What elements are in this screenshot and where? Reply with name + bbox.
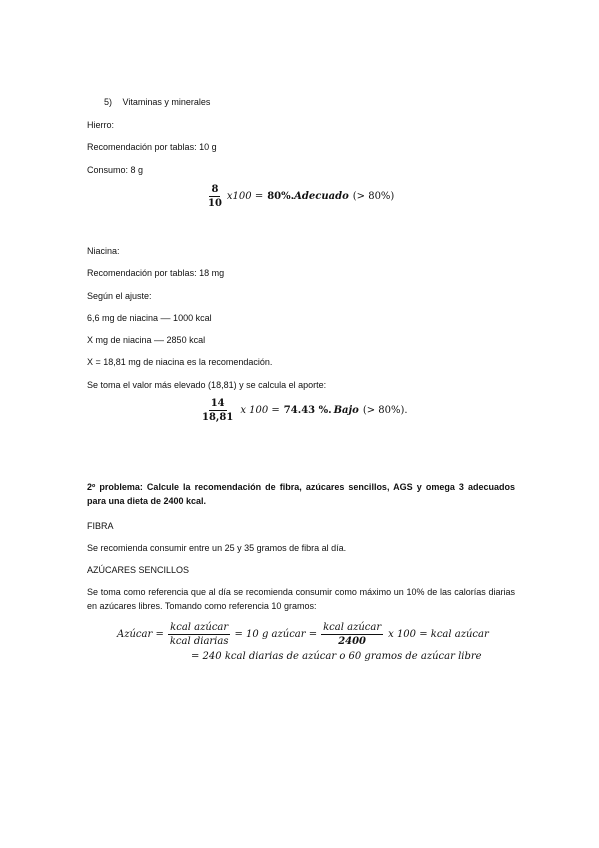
- section-title: Vitaminas y minerales: [122, 97, 211, 107]
- fraction-numerator: kcal azúcar: [323, 622, 382, 633]
- equation-result: 80%.: [267, 191, 295, 202]
- niacina-regla-2: X mg de niacina –– 2850 kcal: [87, 335, 206, 345]
- fraction-denominator: kcal diarias: [169, 636, 229, 647]
- fraction-denominator: 18,81: [202, 412, 234, 423]
- niacina-fraction: [200, 398, 235, 423]
- azucar-fraction-1: [168, 622, 231, 647]
- niacina-resultado: X = 18,81 mg de niacina es la recomendación.: [87, 357, 273, 367]
- fraction-numerator: 8: [211, 184, 219, 195]
- equation-multiplier: x 100 =: [240, 405, 280, 416]
- section-number: 5): [104, 97, 113, 107]
- niacina-ajuste: Según el ajuste:: [87, 291, 152, 301]
- equation-assessment: Bajo: [333, 405, 359, 416]
- fraction-numerator: kcal azúcar: [170, 622, 229, 633]
- azucares-text: Se toma como referencia que al día se recomienda consumir como máximo un 10% de las calorías diarias en azúcares libres. Tomando como referencia 10 gramos:: [87, 587, 515, 611]
- hierro-equation: [204, 184, 394, 209]
- equation-assessment: Adecuado: [294, 191, 349, 202]
- equation-condition: (> 80%).: [362, 405, 408, 416]
- equation-result: 74.43 %.: [283, 405, 332, 416]
- fraction-denominator: 10: [208, 198, 222, 209]
- niacina-equation: [198, 398, 408, 423]
- equation-condition: (> 80%): [352, 191, 395, 202]
- problem-2-title: 2º problema: Calcule la recomendación de fibra, azúcares sencillos, AGS y omega 3 adecuados para una dieta de 2400 kcal.: [87, 482, 515, 506]
- niacina-regla-1: 6,6 mg de niacina –– 1000 kcal: [87, 313, 212, 323]
- niacina-aporte: Se toma el valor más elevado (18,81) y se calcula el aporte:: [87, 380, 327, 390]
- azucar-fraction-2: [321, 622, 383, 647]
- azucares-heading: AZÚCARES SENCILLOS: [87, 565, 190, 575]
- niacina-label: Niacina:: [87, 246, 120, 256]
- fraction-numerator: 14: [210, 398, 225, 409]
- section-heading: [104, 96, 210, 108]
- fibra-heading: FIBRA: [87, 521, 114, 531]
- equation-middle: = 10 g azúcar =: [234, 629, 318, 640]
- equation-lhs: Azúcar =: [117, 629, 164, 640]
- azucar-equation-line-1: [117, 622, 489, 647]
- hierro-label: Hierro:: [87, 120, 115, 130]
- equation-multiplier: x100 =: [226, 191, 264, 202]
- azucar-equation-line-2: = 240 kcal diarias de azúcar o 60 gramos de azúcar libre: [191, 651, 482, 662]
- niacina-recomendacion: Recomendación por tablas: 18 mg: [87, 268, 225, 278]
- hierro-consumo: Consumo: 8 g: [87, 165, 144, 175]
- fibra-text: Se recomienda consumir entre un 25 y 35 gramos de fibra al día.: [87, 543, 347, 553]
- equation-tail: x 100 = kcal azúcar: [388, 629, 489, 640]
- hierro-recomendacion: Recomendación por tablas: 10 g: [87, 142, 217, 152]
- fraction-denominator: 2400: [338, 636, 367, 647]
- hierro-fraction: [206, 184, 224, 209]
